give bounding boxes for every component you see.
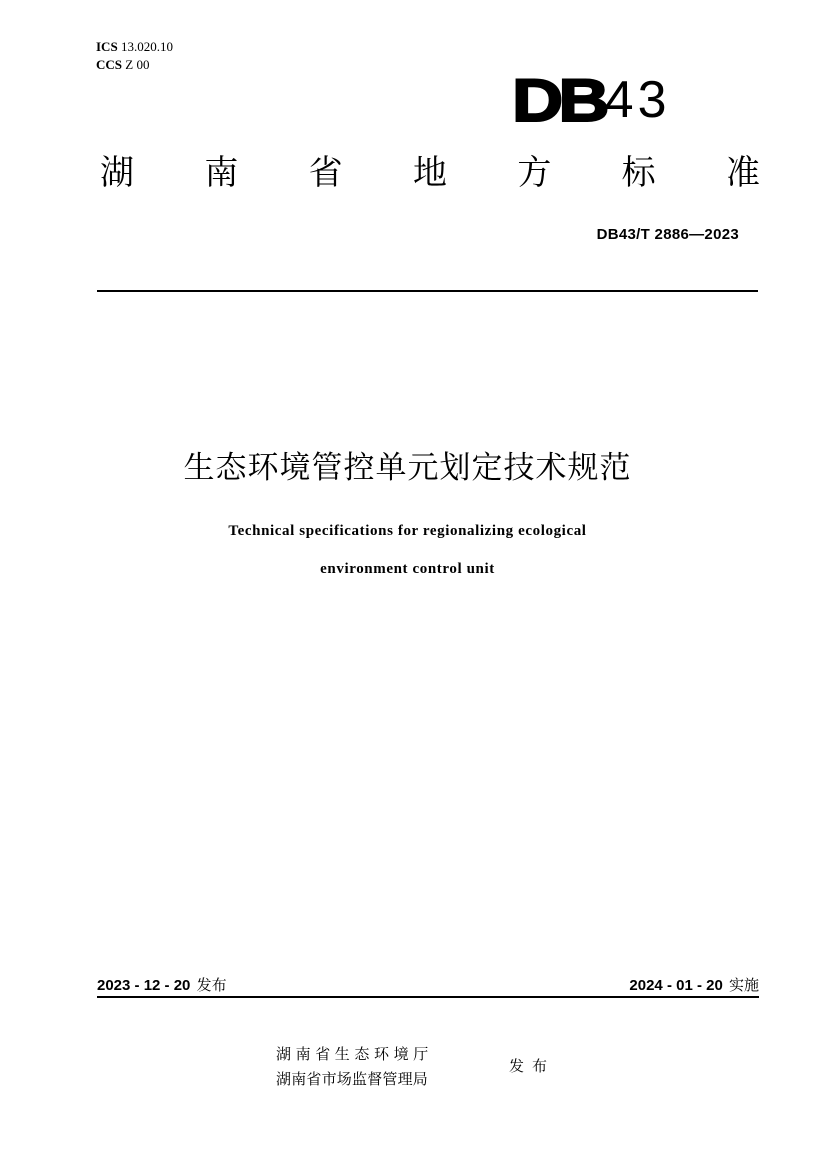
standard-type-char: 标 xyxy=(621,153,656,193)
ccs-value: Z 00 xyxy=(125,57,150,72)
issuer-ecology-department: 湖南省生态环境厅 xyxy=(276,1045,433,1063)
issuing-authorities xyxy=(276,1042,433,1092)
db-number: 43 xyxy=(604,71,671,129)
english-title-line-1: Technical specifications for regionalizing ecological xyxy=(228,523,587,539)
issue-label: 发布 xyxy=(509,1057,556,1075)
ics-code xyxy=(96,38,173,56)
standard-type-char: 南 xyxy=(204,153,239,193)
bottom-divider xyxy=(97,996,759,998)
standard-code: DB43/T 2886—2023 xyxy=(596,226,739,243)
document-title-chinese: 生态环境管控单元划定技术规范 xyxy=(183,450,632,486)
english-title-line-2: environment control unit xyxy=(320,561,495,577)
standard-type-heading xyxy=(100,150,760,196)
ics-value: 13.020.10 xyxy=(120,39,173,54)
effective-date-suffix: 实施 xyxy=(728,976,759,994)
release-date-value: 2023 - 12 - 20 xyxy=(97,977,191,994)
standard-type-char: 湖 xyxy=(100,153,134,193)
standard-type-char: 省 xyxy=(308,153,343,193)
standard-type-char: 地 xyxy=(412,153,447,193)
release-date-suffix: 发布 xyxy=(196,976,227,994)
standard-type-char: 方 xyxy=(517,153,552,193)
standard-type-char: 准 xyxy=(725,153,760,193)
document-title-english xyxy=(0,512,815,588)
db-mark: DB xyxy=(512,66,605,134)
effective-date xyxy=(629,974,759,995)
issuer-market-regulation: 湖南省市场监督管理局 xyxy=(276,1070,429,1088)
top-divider xyxy=(97,290,758,292)
classification-codes xyxy=(96,38,173,74)
ics-label: ICS xyxy=(96,39,118,54)
db-logo xyxy=(512,66,671,134)
ccs-code xyxy=(96,56,173,74)
release-date xyxy=(97,974,227,995)
effective-date-value: 2024 - 01 - 20 xyxy=(629,977,723,994)
ccs-label: CCS xyxy=(96,57,123,72)
